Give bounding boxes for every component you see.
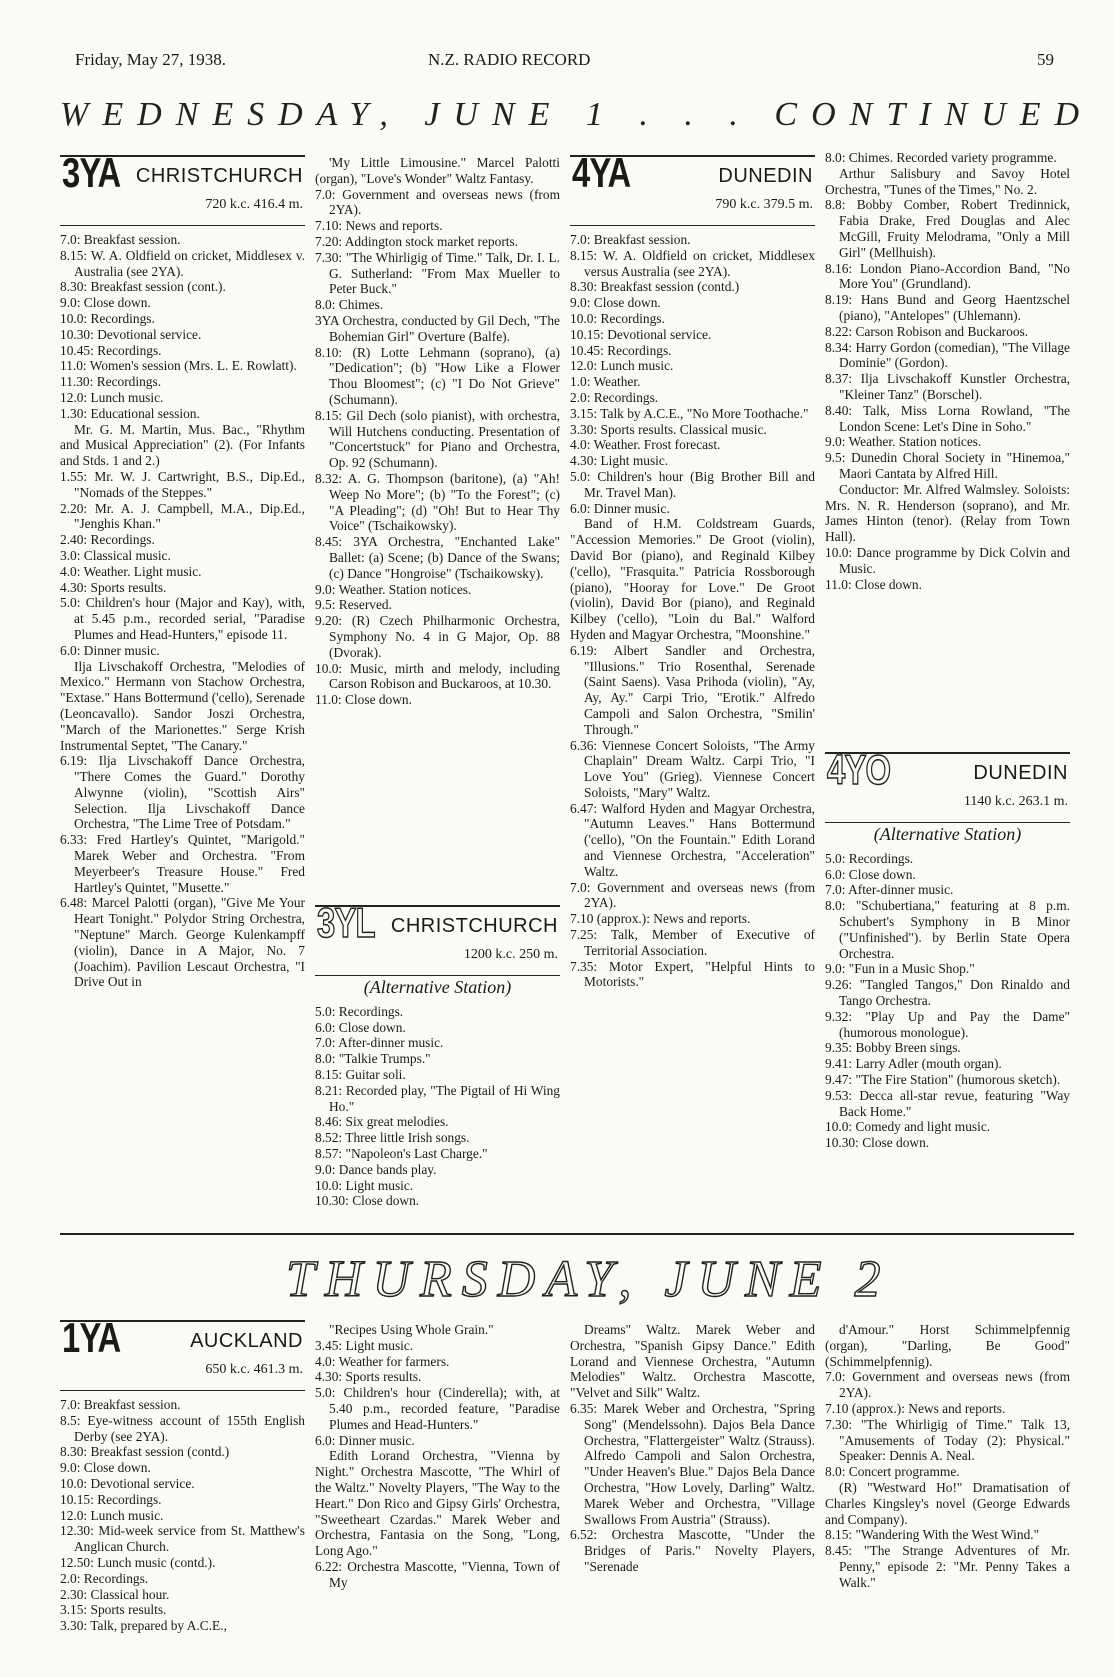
programme-entry: 7.10 (approx.): News and reports. bbox=[825, 1400, 1006, 1416]
programme-entry: 3.45: Light music. bbox=[315, 1337, 414, 1353]
programme-entry: 8.16: London Piano-Accordion Band, "No More You" (Grundland). bbox=[825, 260, 1070, 292]
programme-list bbox=[315, 1004, 560, 1209]
col-1ya-cont bbox=[315, 1322, 560, 1591]
section-divider bbox=[60, 1233, 1074, 1235]
station-freq: 1140 k.c. 263.1 m. bbox=[963, 794, 1068, 809]
programme-entry: 8.5: Eye-witness account of 155th English Derby (see 2YA). bbox=[60, 1412, 305, 1444]
programme-entry: 9.0: Close down. bbox=[60, 1460, 151, 1476]
programme-entry: 6.52: Orchestra Mascotte, "Under the Bridges of Paris." Novelty Players, "Serenade bbox=[570, 1527, 815, 1574]
station-header-4yo bbox=[825, 746, 1070, 823]
programme-entry: 6.33: Fred Hartley's Quintet, "Marigold." Marek Weber and Orchestra. "From Meyerbeer's Treasure House." Fred Hartley's Quintet, "Musette." bbox=[60, 832, 305, 895]
programme-entry: 8.52: Three little Irish songs. bbox=[315, 1130, 470, 1146]
programme-entry: 10.0: Recordings. bbox=[60, 310, 155, 326]
programme-entry: 4.0: Weather. Light music. bbox=[60, 563, 202, 579]
programme-entry: 11.30: Recordings. bbox=[60, 374, 162, 390]
programme-entry: Conductor: Mr. Alfred Walmsley. Soloists: Mrs. N. R. Henderson (soprano), and Mr. James Hinton (tenor). (Relay from Town Hall). bbox=[825, 481, 1070, 545]
thursday-title: THURSDAY, JUNE 2 bbox=[286, 1251, 891, 1308]
programme-entry: 7.0: Government and overseas news (from 2YA). bbox=[570, 879, 815, 911]
programme-entry: 10.0: Comedy and light music. bbox=[825, 1119, 991, 1135]
station-freq: 1200 k.c. 250 m. bbox=[463, 947, 558, 962]
programme-entry: 6.19: Albert Sandler and Orchestra, "Illusions." Trio Rosenthal, Serenade (Saint Saens). Vasa Prihoda (violin), "Ay, Ay, Ay." Carpi Trio, "Erotik." Alfredo Campoli and Salon Orchestra, "Smilin' Through." bbox=[570, 642, 815, 737]
programme-entry: 6.35: Marek Weber and Orchestra, "Spring Song" (Mendelssohn). Dajos Bela Dance Orchestra, "Flattergeister" Waltz (Strauss). Alfredo Campoli and Salon Orchestra, "Under Heaven's Blue." Dajos Bela Dance Orchestra, "How Lovely, Darling" Waltz. Marek Weber and Orchestra, "Village Swallows From Austria" (Strauss). bbox=[570, 1400, 815, 1527]
station-call: 3YA bbox=[62, 149, 121, 196]
col-4ya-cont bbox=[825, 150, 1070, 592]
alternative-station-label: (Alternative Station) bbox=[873, 824, 1022, 844]
programme-entry: 1.55: Mr. W. J. Cartwright, B.S., Dip.Ed., "Nomads of the Steppes." bbox=[60, 468, 305, 500]
programme-entry: 4.30: Sports results. bbox=[315, 1369, 422, 1385]
programme-entry: 9.0: Dance bands play. bbox=[315, 1161, 437, 1177]
programme-entry: Mr. G. M. Martin, Mus. Bac., "Rhythm and Musical Appreciation" (2). (For Infants and Stds. 1 and 2.) bbox=[60, 421, 305, 469]
programme-entry: 6.19: Ilja Livschakoff Dance Orchestra, "There Comes the Guard." Dorothy Alwynne (violin), "Scottish Airs" Selection. Ilja Livschakoff Dance Orchestra, "The Lime Tree of Potsdam." bbox=[60, 753, 305, 832]
programme-entry: 5.0: Children's hour (Major and Kay), with, at 5.45 p.m., recorded serial, "Paradise Plumes and Head-Hunters," episode 11. bbox=[60, 595, 305, 642]
page-header bbox=[75, 50, 1054, 74]
col-1ya-cont-2 bbox=[570, 1322, 815, 1575]
programme-entry: 10.0: Music, mirth and melody, including Carson Robison and Buckaroos, at 10.30. bbox=[315, 660, 560, 692]
programme-entry: 10.30: Close down. bbox=[825, 1135, 930, 1151]
programme-entry: Edith Lorand Orchestra, "Vienna by Night." Orchestra Mascotte, "The Whirl of the Waltz." Novelty Players, "The Way to the Heart." Don Rico and Gipsy Girls' Orchestra, "Sweetheart Czardas." Marek Weber and Orchestra, Fantasia on the Song, "Long, Long Ago." bbox=[315, 1448, 560, 1559]
station-freq: 720 k.c. 416.4 m. bbox=[205, 197, 303, 212]
programme-list bbox=[570, 232, 815, 990]
programme-entry: 1.30: Educational session. bbox=[60, 405, 200, 421]
programme-entry: 8.21: Recorded play, "The Pigtail of Hi Wing Ho." bbox=[315, 1082, 560, 1114]
station-header-1ya bbox=[60, 1314, 305, 1391]
programme-entry: 8.45: 3YA Orchestra, "Enchanted Lake" Ballet: (a) Scene; (b) Dance of the Swans; (c) Dance "Hongroise" (Tschaikowsky). bbox=[315, 534, 560, 581]
programme-entry: 10.45: Recordings. bbox=[60, 342, 162, 358]
programme-list bbox=[825, 150, 1070, 592]
col-1ya-cont-3 bbox=[825, 1322, 1070, 1591]
programme-entry: 8.15: W. A. Oldfield on cricket, Middlesex v. Australia (see 2YA). bbox=[60, 247, 305, 279]
programme-entry: 7.0: After-dinner music. bbox=[315, 1035, 444, 1051]
programme-entry: 7.0: After-dinner music. bbox=[825, 882, 954, 898]
programme-entry: 12.0: Lunch music. bbox=[60, 1507, 164, 1523]
station-call: 4YA bbox=[572, 149, 631, 196]
programme-entry: 8.0: Concert programme. bbox=[825, 1464, 960, 1480]
programme-entry: 9.26: "Tangled Tangos," Don Rinaldo and Tango Orchestra. bbox=[825, 977, 1070, 1008]
programme-entry: 7.20: Addington stock market reports. bbox=[315, 233, 519, 249]
programme-entry: 9.0: Close down. bbox=[60, 295, 151, 311]
programme-list bbox=[825, 851, 1070, 1151]
programme-entry: 8.34: Harry Gordon (comedian), "The Village Dominie" (Gordon). bbox=[825, 339, 1070, 371]
station-freq: 790 k.c. 379.5 m. bbox=[715, 197, 813, 212]
programme-entry: 10.30: Close down. bbox=[315, 1193, 420, 1209]
programme-entry: 8.19: Hans Bund and Georg Haentzschel (piano), "Antelopes" (Uhlemann). bbox=[825, 292, 1070, 323]
programme-entry: 4.0: Weather for farmers. bbox=[315, 1353, 450, 1369]
programme-entry: 9.41: Larry Adler (mouth organ). bbox=[825, 1056, 1002, 1072]
programme-entry: 2.20: Mr. A. J. Campbell, M.A., Dip.Ed., "Jenghis Khan." bbox=[60, 500, 305, 532]
programme-entry: 8.32: A. G. Thompson (baritone), (a) "Ah! Weep No More"; (b) "To the Forest"; (c) "A Pleading"; (d) "Oh! But to Hear Thy Voice" (Tschaikowsky). bbox=[315, 470, 560, 534]
col-3ya bbox=[60, 149, 305, 990]
programme-entry: 2.0: Recordings. bbox=[570, 389, 659, 405]
programme-entry: 8.15: Guitar soli. bbox=[315, 1066, 406, 1082]
programme-entry: 10.30: Devotional service. bbox=[60, 326, 202, 342]
programme-entry: 2.0: Recordings. bbox=[60, 1570, 149, 1586]
programme-entry: 12.50: Lunch music (contd.). bbox=[60, 1554, 216, 1570]
programme-list bbox=[315, 155, 560, 708]
station-call: 3YL bbox=[317, 899, 375, 946]
programme-entry: 5.0: Recordings. bbox=[315, 1003, 404, 1019]
col-4yo bbox=[825, 746, 1070, 1151]
programme-entry: 11.0: Women's session (Mrs. L. E. Rowlatt). bbox=[60, 358, 297, 374]
station-header-4ya bbox=[570, 149, 815, 226]
programme-entry: 7.0: Government and overseas news (from 2YA). bbox=[825, 1369, 1070, 1401]
programme-entry: 8.46: Six great melodies. bbox=[315, 1114, 449, 1130]
col-4ya bbox=[570, 149, 815, 990]
programme-entry: 4.30: Sports results. bbox=[60, 579, 167, 595]
programme-entry: 6.47: Walford Hyden and Magyar Orchestra, "Autumn Leaves." Hans Bottermund ('cello), "On the Fountain." Edith Lorand and Viennese Orchestra, "Acceleration" Waltz. bbox=[570, 800, 815, 879]
programme-entry: 6.0: Close down. bbox=[315, 1019, 406, 1035]
programme-entry: 6.22: Orchestra Mascotte, "Vienna, Town of My bbox=[315, 1558, 560, 1590]
programme-entry: 9.5: Reserved. bbox=[315, 597, 392, 613]
programme-entry: 4.30: Light music. bbox=[570, 453, 669, 469]
wednesday-title: WEDNESDAY, JUNE 1 . . . CONTINUED bbox=[60, 96, 1094, 133]
programme-entry: 8.30: Breakfast session (contd.) bbox=[570, 279, 740, 295]
programme-entry: 9.0: "Fun in a Music Shop." bbox=[825, 961, 975, 977]
programme-entry: 8.8: Bobby Comber, Robert Tredinnick, Fabia Drake, Fred Douglas and Alec McGill, Fruity Melodrama, "Only a Mill Girl" (Mellhuish). bbox=[825, 197, 1070, 260]
programme-entry: 9.35: Bobby Breen sings. bbox=[825, 1040, 961, 1056]
station-city: AUCKLAND bbox=[190, 1330, 303, 1352]
station-call: 1YA bbox=[62, 1314, 121, 1361]
programme-list bbox=[60, 232, 305, 990]
programme-entry: 10.0: Dance programme by Dick Colvin and Music. bbox=[825, 544, 1070, 576]
issue-date: Friday, May 27, 1938. bbox=[75, 50, 226, 69]
station-city: CHRISTCHURCH bbox=[135, 165, 303, 187]
programme-entry: 7.10: News and reports. bbox=[315, 218, 443, 234]
programme-entry: 8.30: Breakfast session (contd.) bbox=[60, 1444, 230, 1460]
programme-list bbox=[60, 1397, 305, 1634]
programme-entry: 8.0: "Talkie Trumps." bbox=[315, 1051, 431, 1067]
programme-entry: 7.30: "The Whirligig of Time." Talk 13, "Amusements of Today (2): Physical." Speaker: Dennis A. Neal. bbox=[825, 1416, 1070, 1464]
programme-entry: 'My Little Limousine." Marcel Palotti (organ), "Love's Wonder" Waltz Fantasy. bbox=[315, 155, 560, 186]
programme-entry: 6.0: Close down. bbox=[825, 866, 916, 882]
programme-entry: 7.25: Talk, Member of Executive of Territorial Association. bbox=[570, 927, 815, 958]
programme-entry: 8.0: "Schubertiana," featuring at 8 p.m. Schubert's Symphony in B Minor ("Unfinished"). by Berlin State Opera Orchestra. bbox=[825, 898, 1070, 961]
programme-entry: 10.0: Light music. bbox=[315, 1177, 414, 1193]
programme-list bbox=[825, 1322, 1070, 1591]
programme-entry: 8.15: Gil Dech (solo pianist), with orchestra, Will Hutchens conducting. Presentation of "Concertstuck" for Piano and Orchestra, Op. 92 (Schumann). bbox=[315, 407, 560, 471]
col-3ya-cont bbox=[315, 155, 560, 708]
programme-entry: 8.0: Chimes. Recorded variety programme. bbox=[825, 150, 1057, 165]
programme-entry: Dreams" Waltz. Marek Weber and Orchestra, "Spanish Gipsy Dance." Edith Lorand and Viennese Orchestra, "Autumn Melodies" Waltz. Orchestra Mascotte, "Velvet and Silk" Waltz. bbox=[570, 1322, 815, 1401]
programme-entry: 7.0: Breakfast session. bbox=[60, 1397, 181, 1412]
programme-entry: 12.30: Mid-week service from St. Matthew's Anglican Church. bbox=[60, 1523, 305, 1555]
publication-title: N.Z. RADIO RECORD bbox=[428, 50, 591, 69]
programme-entry: 9.47: "The Fire Station" (humorous sketch). bbox=[825, 1071, 1061, 1087]
programme-entry: 10.15: Recordings. bbox=[60, 1491, 162, 1507]
programme-entry: 2.40: Recordings. bbox=[60, 532, 155, 548]
programme-entry: 8.37: Ilja Livschakoff Kunstler Orchestra, "Kleiner Tanz" (Borschel). bbox=[825, 371, 1070, 402]
programme-entry: "Recipes Using Whole Grain." bbox=[329, 1322, 494, 1337]
programme-entry: 10.15: Devotional service. bbox=[570, 326, 712, 342]
programme-entry: 7.0: Breakfast session. bbox=[570, 232, 691, 247]
programme-entry: 3.15: Talk by A.C.E., "No More Toothache." bbox=[570, 405, 809, 421]
programme-entry: 3.0: Classical music. bbox=[60, 547, 171, 563]
programme-entry: 10.0: Devotional service. bbox=[60, 1475, 195, 1491]
programme-entry: Band of H.M. Coldstream Guards, "Accession Memories." De Groot (violin), David Bor (piano), and Reginald Kilbey ('cello), "Frasquita." Patricia Rossborough (piano), "Hooray for Love." De Groot (violin), David Bor (piano), and Reginald Kilbey ('cello), "Loin du Bal." Walford Hyden and Magyar Orchestra, "Moonshine." bbox=[570, 516, 815, 642]
programme-entry: 8.10: (R) Lotte Lehmann (soprano), (a) "Dedication"; (b) "How Like a Flower Thou Bloomest"; (c) "I Do Not Grieve" (Schumann). bbox=[315, 344, 560, 407]
programme-entry: 9.32: "Play Up and Pay the Dame" (humorous monologue). bbox=[825, 1008, 1070, 1040]
programme-entry: 10.0: Recordings. bbox=[570, 310, 665, 326]
programme-entry: 6.0: Dinner music. bbox=[315, 1432, 415, 1448]
programme-entry: 8.22: Carson Robison and Buckaroos. bbox=[825, 323, 1029, 339]
programme-entry: 8.15: W. A. Oldfield on cricket, Middlesex versus Australia (see 2YA). bbox=[570, 247, 815, 279]
programme-entry: 10.45: Recordings. bbox=[570, 342, 672, 358]
programme-entry: 3.15: Sports results. bbox=[60, 1602, 167, 1618]
programme-entry: 8.45: "The Strange Adventures of Mr. Penny," episode 2: "Mr. Penny Takes a Walk." bbox=[825, 1543, 1070, 1590]
programme-entry: 7.30: "The Whirligig of Time." Talk, Dr. I. L. G. Sutherland: "From Max Mueller to Peter Buck." bbox=[315, 249, 560, 297]
programme-entry: Arthur Salisbury and Savoy Hotel Orchestra, "Tunes of the Times," No. 2. bbox=[825, 165, 1070, 197]
station-call: 4YO bbox=[827, 746, 891, 793]
programme-entry: 5.0: Children's hour (Big Brother Bill and Mr. Travel Man). bbox=[570, 468, 815, 500]
col-3yl bbox=[315, 899, 560, 1209]
programme-list bbox=[570, 1322, 815, 1575]
station-freq: 650 k.c. 461.3 m. bbox=[205, 1362, 303, 1377]
programme-entry: 7.10 (approx.): News and reports. bbox=[570, 911, 751, 927]
programme-entry: 3.30: Sports results. Classical music. bbox=[570, 421, 767, 437]
station-city: DUNEDIN bbox=[973, 762, 1068, 784]
programme-list bbox=[315, 1322, 560, 1591]
programme-entry: 9.53: Decca all-star revue, featuring "Way Back Home." bbox=[825, 1087, 1070, 1119]
programme-entry: 6.48: Marcel Palotti (organ), "Give Me Your Heart Tonight." Polydor String Orchestra, "Neptune" March. George Kulenkampff (violin), Dance in A Major, No. 7 (Joachim). Pavilion Lescaut Orchestra, "I Drive Out in bbox=[60, 895, 305, 990]
programme-entry: (R) "Westward Ho!" Dramatisation of Charles Kingsley's novel (George Edwards and Company). bbox=[825, 1479, 1070, 1527]
programme-entry: 7.0: Government and overseas news (from 2YA). bbox=[315, 186, 560, 218]
programme-entry: 6.0: Dinner music. bbox=[60, 642, 160, 658]
page-number: 59 bbox=[1037, 50, 1054, 69]
programme-entry: 12.0: Lunch music. bbox=[60, 389, 164, 405]
programme-entry: 8.0: Chimes. bbox=[315, 297, 384, 313]
programme-entry: 8.40: Talk, Miss Lorna Rowland, "The London Scene: Let's Dine in Soho." bbox=[825, 402, 1070, 434]
programme-entry: 11.0: Close down. bbox=[825, 576, 922, 592]
programme-entry: d'Amour." Horst Schimmelpfennig (organ), "Darling, Be Good" (Schimmelpfennig). bbox=[825, 1322, 1070, 1369]
programme-entry: 1.0: Weather. bbox=[570, 374, 641, 390]
programme-entry: 9.5: Dunedin Choral Society in "Hinemoa," Maori Cantata by Alfred Hill. bbox=[825, 450, 1070, 481]
station-header-3yl bbox=[315, 899, 560, 976]
programme-entry: 5.0: Children's hour (Cinderella); with, at 5.40 p.m., recorded feature, "Paradise Plumes and Head-Hunters." bbox=[315, 1385, 560, 1432]
station-city: CHRISTCHURCH bbox=[390, 915, 558, 937]
programme-entry: 9.0: Close down. bbox=[570, 295, 661, 311]
programme-entry: 12.0: Lunch music. bbox=[570, 358, 674, 374]
programme-entry: 2.30: Classical hour. bbox=[60, 1586, 170, 1602]
programme-entry: Ilja Livschakoff Orchestra, "Melodies of Mexico." Hermann von Stachow Orchestra, "Extase." Hans Bottermund ('cello), Serenade (Leoncavallo). Sandor Joszi Orchestra, "March of the Marionettes." Serge Krish Instrumental Septet, "The Canary." bbox=[60, 658, 305, 753]
programme-entry: 9.0: Weather. Station notices. bbox=[315, 581, 472, 597]
col-1ya bbox=[60, 1314, 305, 1634]
programme-entry: 8.57: "Napoleon's Last Charge." bbox=[315, 1145, 488, 1161]
programme-entry: 9.0: Weather. Station notices. bbox=[825, 434, 982, 450]
programme-entry: 11.0: Close down. bbox=[315, 692, 412, 708]
programme-entry: 9.20: (R) Czech Philharmonic Orchestra, Symphony No. 4 in G Major, Op. 88 (Dvorak). bbox=[315, 613, 560, 660]
programme-entry: 6.0: Dinner music. bbox=[570, 500, 670, 516]
programme-entry: 3.30: Talk, prepared by A.C.E., bbox=[60, 1618, 227, 1634]
programme-entry: 5.0: Recordings. bbox=[825, 850, 914, 866]
programme-entry: 4.0: Weather. Frost forecast. bbox=[570, 437, 721, 453]
station-city: DUNEDIN bbox=[718, 165, 813, 187]
station-header-3ya bbox=[60, 149, 305, 226]
programme-entry: 8.15: "Wandering With the West Wind." bbox=[825, 1527, 1040, 1543]
programme-entry: 6.36: Viennese Concert Soloists, "The Army Chaplain" Dream Waltz. Carpi Trio, "I Love You" (Grieg). Viennese Concert Soloists, "Mary" Waltz. bbox=[570, 737, 815, 800]
alternative-station-label: (Alternative Station) bbox=[363, 977, 512, 997]
programme-entry: 7.35: Motor Expert, "Helpful Hints to Motorists." bbox=[570, 958, 815, 990]
programme-entry: 8.30: Breakfast session (cont.). bbox=[60, 279, 226, 295]
programme-entry: 3YA Orchestra, conducted by Gil Dech, "The Bohemian Girl" Overture (Balfe). bbox=[315, 312, 560, 344]
programme-entry: 7.0: Breakfast session. bbox=[60, 232, 181, 247]
